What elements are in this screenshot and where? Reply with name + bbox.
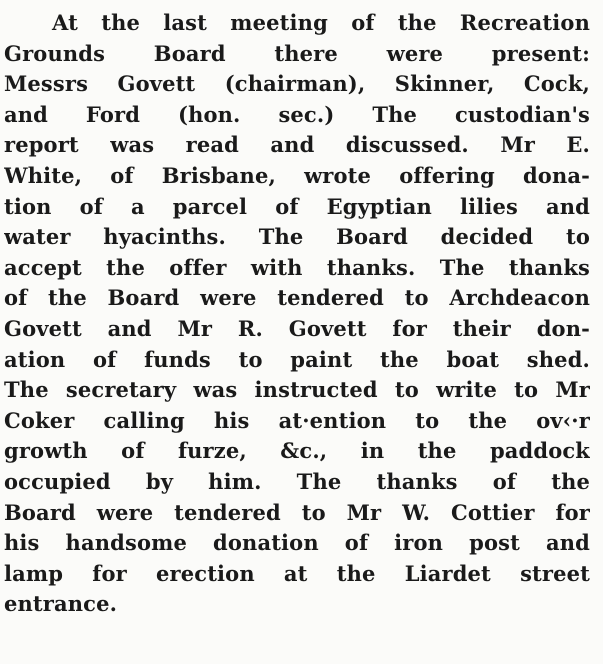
- article-line: entrance.: [4, 591, 118, 617]
- article-line: ation of funds to paint the boat shed.: [4, 346, 590, 372]
- article-line: Coker calling his at·ention to the ov‹·r: [4, 407, 590, 433]
- article-line: accept the offer with thanks. The thanks: [4, 254, 590, 280]
- article-line: occupied by him. The thanks of the: [4, 468, 590, 494]
- article-text: [4, 8, 590, 620]
- article-line: water hyacinths. The Board decided to: [4, 224, 590, 250]
- article-line: growth of furze, &c., in the paddock: [4, 438, 590, 464]
- article-line: his handsome donation of iron post and: [4, 530, 590, 556]
- article-line: At the last meeting of the Recreation: [52, 10, 590, 35]
- article-line: tion of a parcel of Egyptian lilies and: [4, 193, 590, 219]
- article-line: Govett and Mr R. Govett for their don-: [4, 315, 590, 341]
- article-line: Grounds Board there were present:: [4, 40, 590, 66]
- article-line: lamp for erection at the Liardet street: [4, 560, 590, 586]
- article-line: Board were tendered to Mr W. Cottier for: [4, 499, 590, 525]
- article-line: report was read and discussed. Mr E.: [4, 132, 590, 158]
- article-line: of the Board were tendered to Archdeacon: [4, 285, 590, 311]
- article-line: Messrs Govett (chairman), Skinner, Cock,: [4, 71, 590, 97]
- article-line: The secretary was instructed to write to Mr: [4, 377, 590, 403]
- article-line: and Ford (hon. sec.) The custodian's: [4, 101, 590, 127]
- article-line: White, of Brisbane, wrote offering dona-: [4, 162, 590, 188]
